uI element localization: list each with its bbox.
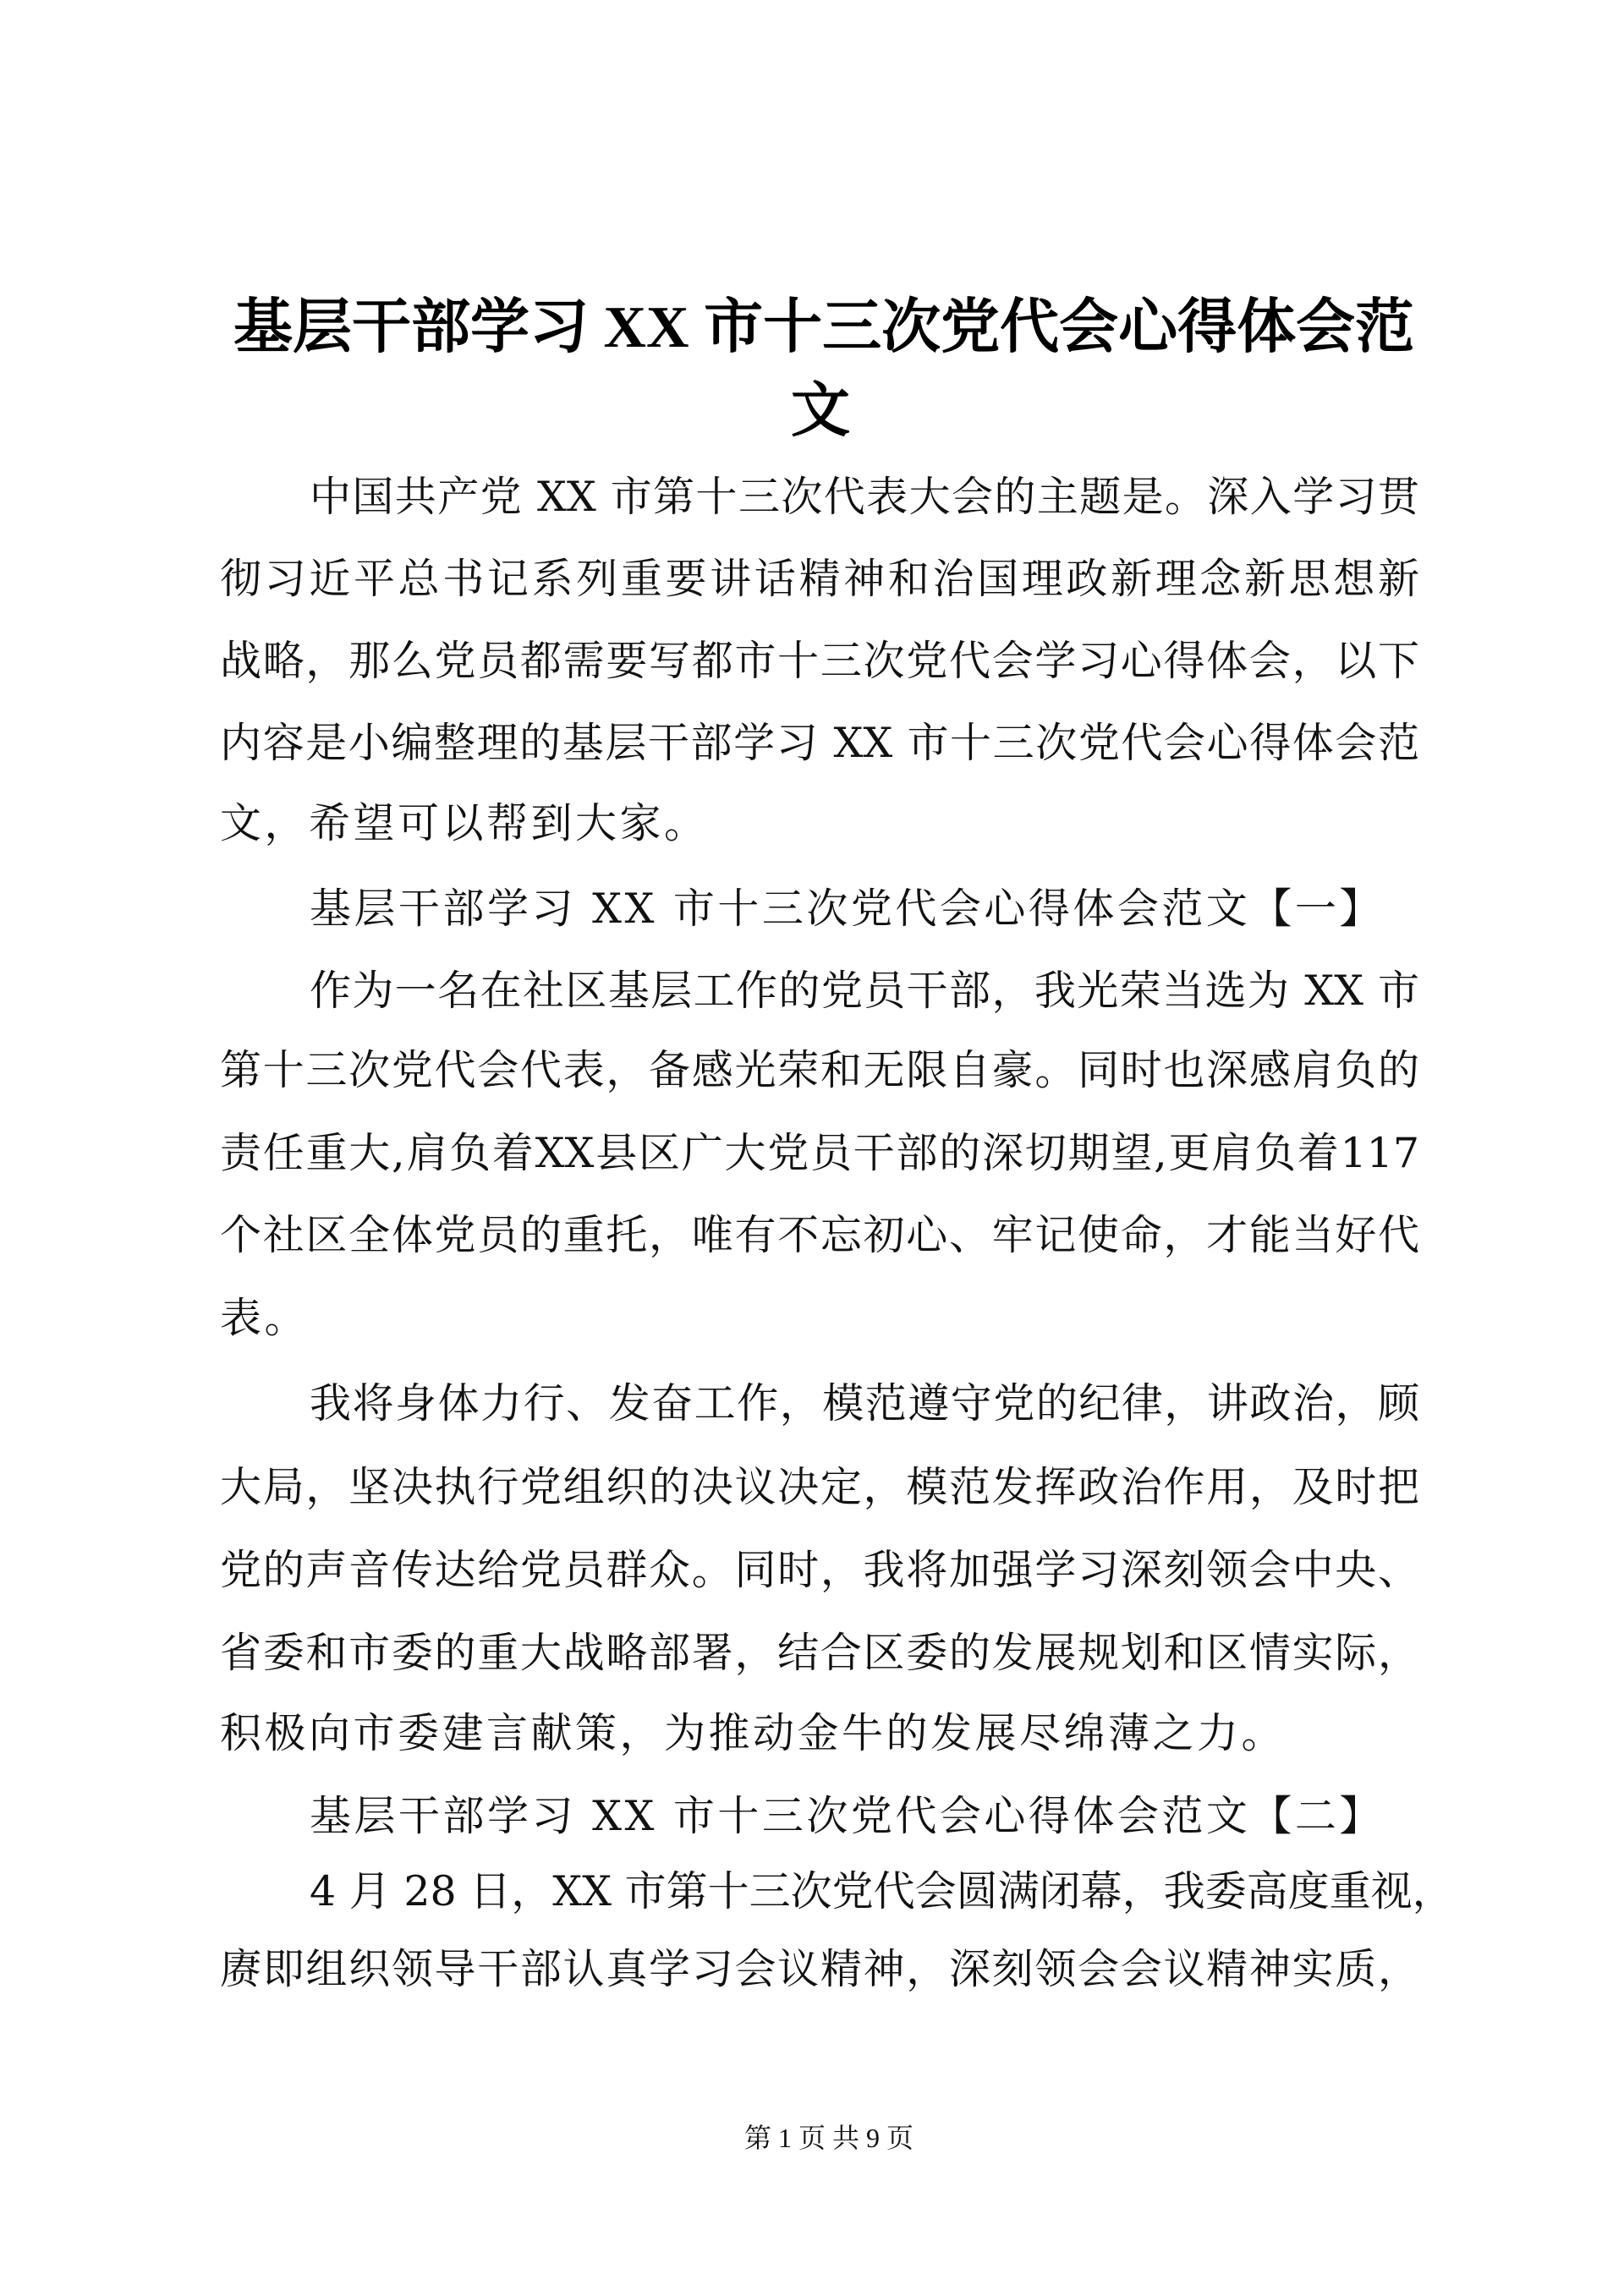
section-1-paragraph-1-line: 作为一名在社区基层工作的党员干部，我光荣当选为 XX 市: [310, 967, 1419, 1015]
intro-paragraph-line: 彻习近平总书记系列重要讲话精神和治国理政新理念新思想新: [220, 555, 1419, 603]
intro-paragraph-line: 中国共产党 XX 市第十三次代表大会的主题是。深入学习贯: [310, 473, 1419, 521]
document-title-line-2: 文: [791, 379, 850, 444]
section-1-heading: 基层干部学习 XX 市十三次党代会心得体会范文【一】: [310, 885, 1384, 933]
section-1-paragraph-2-line: 省委和市委的重大战略部署，结合区委的发展规划和区情实际，: [220, 1629, 1419, 1677]
section-1-paragraph-2-line: 党的声音传达给党员群众。同时，我将加强学习深刻领会中央、: [220, 1546, 1419, 1594]
section-1-paragraph-1-line: 第十三次党代会代表，备感光荣和无限自豪。同时也深感肩负的: [220, 1046, 1419, 1094]
intro-paragraph-line: 内容是小编整理的基层干部学习 XX 市十三次党代会心得体会范: [220, 719, 1419, 767]
page-number-footer: 第 1 页 共 9 页: [744, 2123, 914, 2153]
section-1-paragraph-2-line: 我将身体力行、发奋工作，模范遵守党的纪律，讲政治，顾: [310, 1379, 1419, 1427]
intro-paragraph-line: 文，希望可以帮到大家。: [220, 799, 709, 847]
section-1-paragraph-1-line: 责任重大,肩负着XX县区广大党员干部的深切期望,更肩负着117: [220, 1129, 1419, 1177]
document-title-line-1: 基层干部学习 XX 市十三次党代会心得体会范: [233, 295, 1415, 360]
section-2-heading: 基层干部学习 XX 市十三次党代会心得体会范文【二】: [310, 1792, 1384, 1840]
section-1-paragraph-1-line: 表。: [220, 1294, 310, 1342]
section-2-paragraph-1-line: 赓即组织领导干部认真学习会议精神，深刻领会会议精神实质，: [220, 1945, 1419, 1993]
intro-paragraph-line: 战略，那么党员都需要写都市十三次党代会学习心得体会，以下: [220, 637, 1419, 685]
section-1-paragraph-1-line: 个社区全体党员的重托，唯有不忘初心、牢记使命，才能当好代: [220, 1211, 1419, 1259]
section-1-paragraph-2-line: 积极向市委建言献策，为推动金牛的发展尽绵薄之力。: [220, 1709, 1287, 1757]
section-2-paragraph-1-line: 4 月 28 日，XX 市第十三次党代会圆满闭幕，我委高度重视，: [310, 1867, 1454, 1915]
section-1-paragraph-2-line: 大局，坚决执行党组织的决议决定，模范发挥政治作用，及时把: [220, 1463, 1419, 1511]
